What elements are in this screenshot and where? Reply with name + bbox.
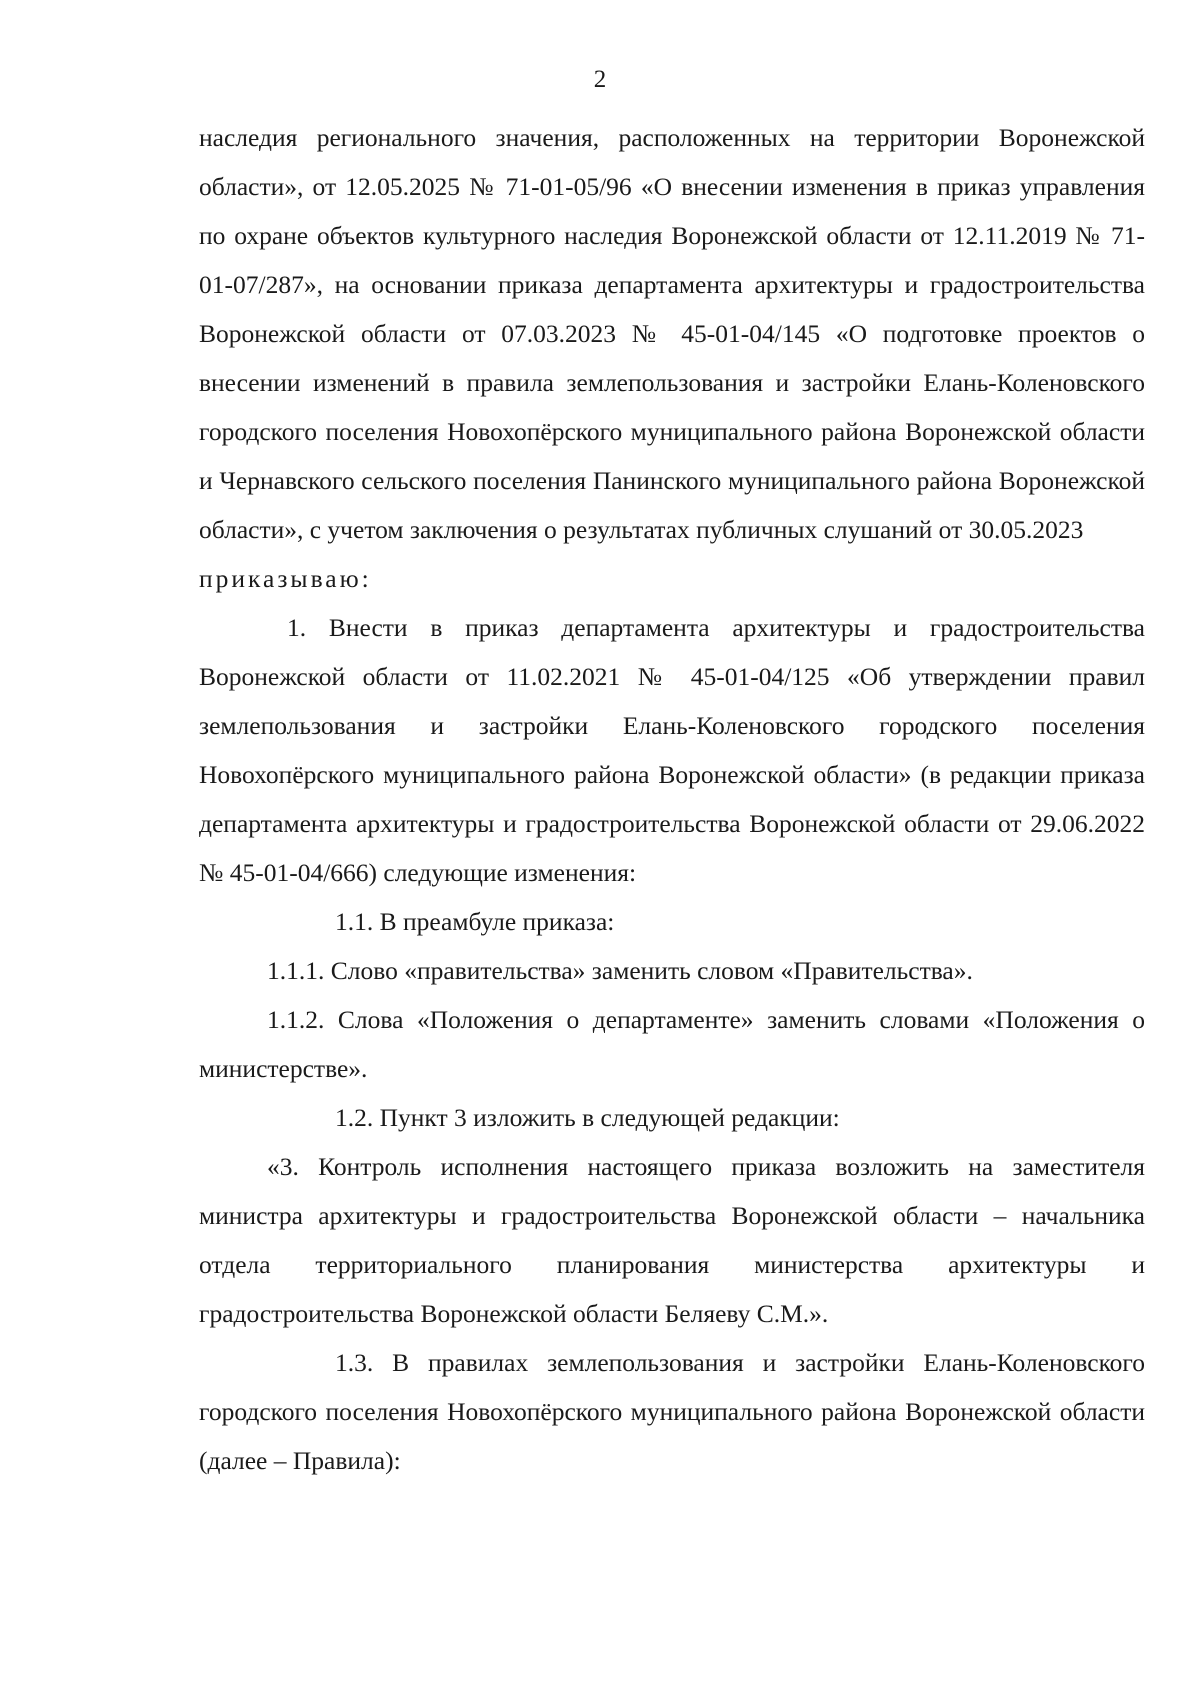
paragraph-quoted-point-3: «3. Контроль исполнения настоящего приказа возложить на заместителя министра архитектуры и градостроительства Воронежской области – начальника отдела территориального планирования министерства архитектуры и градостроительства Воронежской области Беляеву С.М.». [199, 1152, 1145, 1328]
clause-number: 1.2. [335, 1103, 374, 1132]
paragraph-clause-1-1-2: 1.1.2. Слова «Положения о департаменте» заменить словами «Положения о министерстве». [199, 1005, 1145, 1083]
clause-text: Пункт 3 изложить в следующей редакции: [379, 1103, 840, 1132]
paragraph-clause-1: 1. Внести в приказ департамента архитектуры и градостроительства Воронежской области от 11.02.2021 № 45-01-04/125 «Об утверждении правил землепользования и застройки Елань-Коленовского городского поселения Новохопёрского муниципального района Воронежской области» (в редакции приказа департамента архитектуры и градостроительства Воронежской области от 29.06.2022 № 45-01-04/666) следующие изменения: [199, 613, 1145, 887]
order-word: приказываю: [199, 564, 372, 593]
document-body [199, 113, 1145, 1485]
clause-number: 1.3. [335, 1348, 374, 1377]
clause-number: 1.1. [335, 907, 374, 936]
paragraph-clause-1-3 [199, 1338, 1145, 1485]
paragraph-preamble-continuation: наследия регионального значения, расположенных на территории Воронежской области», от 12.05.2025 № 71-01-05/96 «О внесении изменения в приказ управления по охране объектов культурного наследия Воронежской области от 12.11.2019 № 71-01-07/287», на основании приказа департамента архитектуры и градостроительства Воронежской области от 07.03.2023 № 45-01-04/145 «О подготовке проектов о внесении изменений в правила землепользования и застройки Елань-Коленовского городского поселения Новохопёрского муниципального района Воронежской области и Чернавского сельского поселения Панинского муниципального района Воронежской области», с учетом заключения о результатах публичных слушаний от 30.05.2023 [199, 123, 1145, 544]
paragraph-clause-1-1-1: 1.1.1. Слово «правительства» заменить словом «Правительства». [267, 956, 973, 985]
clause-text: В преамбуле приказа: [379, 907, 615, 936]
paragraph-clause-1-2 [199, 1093, 1145, 1142]
paragraph-clause-1-1 [199, 897, 1145, 946]
clause-text: В правилах землепользования и застройки Елань-Коленовского городского поселения Новохопёрского муниципального района Воронежской области (далее – Правила): [199, 1348, 1145, 1475]
page-number: 2 [593, 66, 607, 93]
